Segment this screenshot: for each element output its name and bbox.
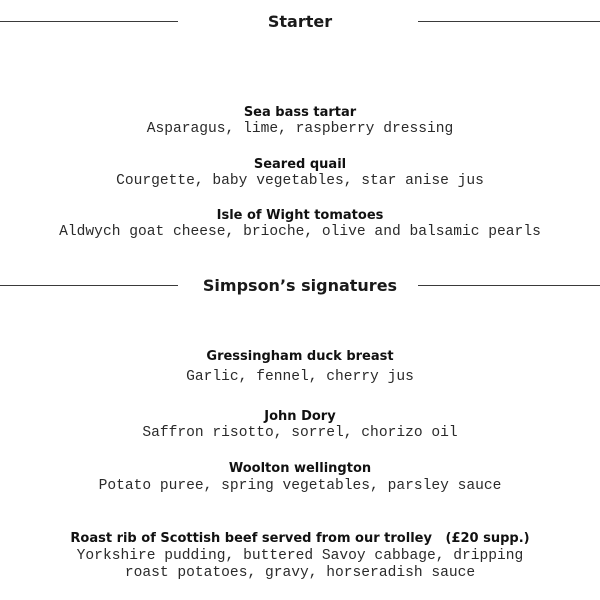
section-title-starter: Starter [267, 12, 333, 31]
dish-name: Roast rib of Scottish beef served from our trolley (£20 supp.) [70, 531, 530, 546]
dish-name: Sea bass tartar [243, 105, 357, 120]
dish-description: Yorkshire pudding, buttered Savoy cabbage, dripping [76, 548, 524, 564]
dish-name: Seared quail [253, 157, 347, 172]
dish-description: Saffron risotto, sorrel, chorizo oil [142, 425, 458, 441]
dish-description: Asparagus, lime, raspberry dressing [146, 121, 454, 137]
dish-description: Potato puree, spring vegetables, parsley sauce [98, 478, 502, 494]
dish-name: John Dory [264, 409, 336, 424]
section-title-signatures: Simpson’s signatures [202, 276, 398, 295]
dish-name: Gressingham duck breast [206, 349, 394, 364]
dish-name: Woolton wellington [228, 461, 372, 476]
dish-description: Courgette, baby vegetables, star anise jus [116, 173, 484, 189]
dish-description: Garlic, fennel, cherry jus [186, 369, 414, 385]
dish-name: Isle of Wight tomatoes [216, 208, 384, 223]
dish-description: roast potatoes, gravy, horseradish sauce [124, 565, 476, 581]
dish-description: Aldwych goat cheese, brioche, olive and balsamic pearls [59, 224, 541, 240]
